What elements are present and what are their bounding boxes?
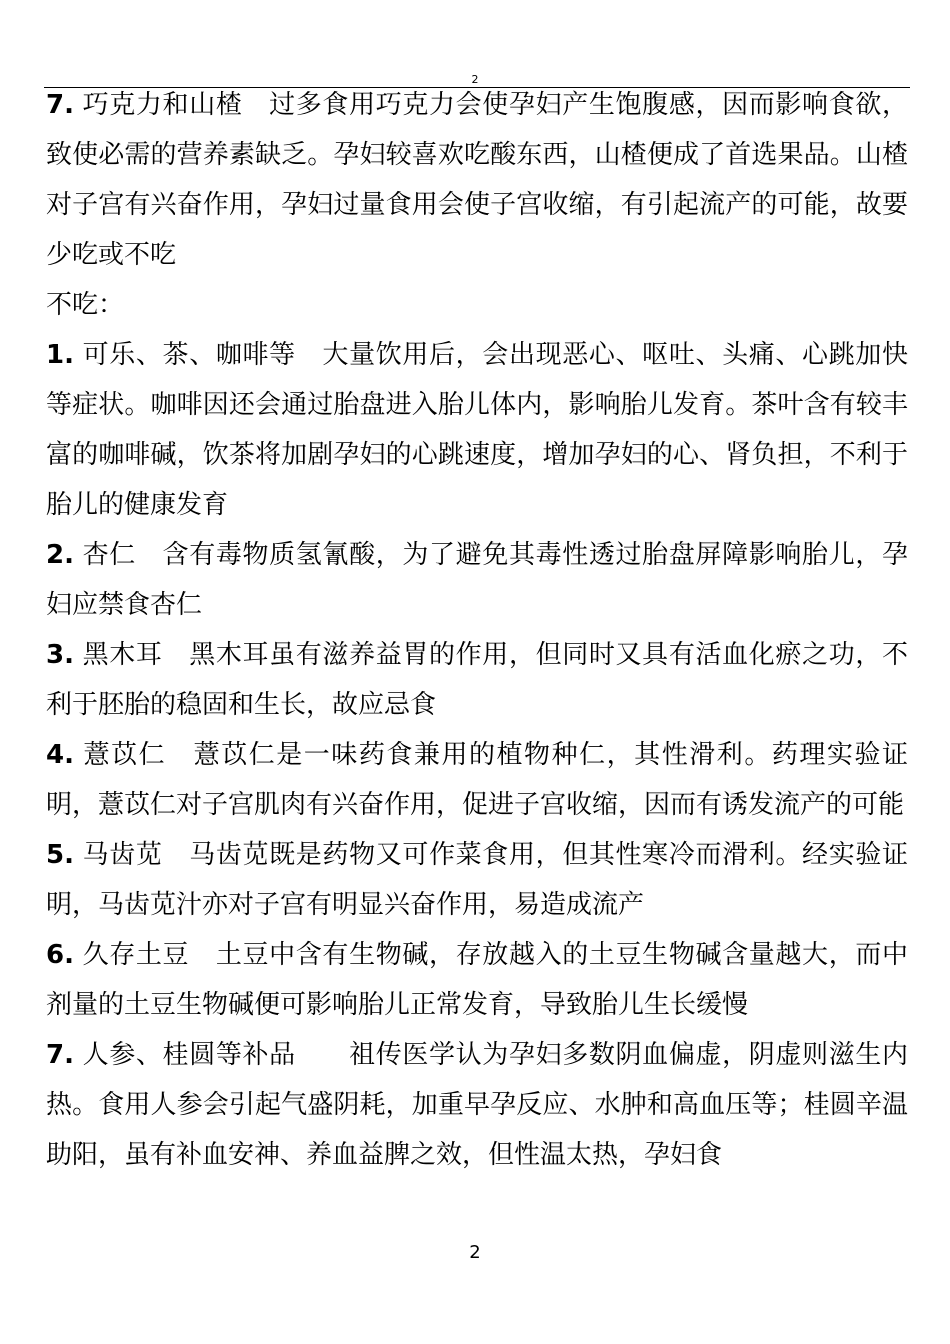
paragraph-text: 不吃：	[46, 290, 125, 320]
header-page-number: 2	[471, 73, 479, 86]
paragraph-text: 人参、桂圆等补品 祖传医学认为孕妇多数阴血偏虚，阴虚则滋生内热。食用人参会引起气盛阴耗，加重早孕反应、水肿和高血压等；桂圆辛温助阳，虽有补血安神、养血益脾之效，但性温太热，孕妇食	[46, 1040, 908, 1170]
paragraph-text: 杏仁 含有毒物质氢氰酸，为了避免其毒性透过胎盘屏障影响胎儿，孕妇应禁食杏仁	[46, 540, 908, 620]
item-number: 3.	[46, 640, 74, 670]
item-number: 7.	[46, 90, 74, 120]
paragraph-cola-tea-coffee	[46, 330, 908, 530]
paragraph-stored-potato	[46, 930, 908, 1030]
paragraph-text: 巧克力和山楂 过多食用巧克力会使孕妇产生饱腹感，因而影响食欲，致使必需的营养素缺乏。孕妇较喜欢吃酸东西，山楂便成了首选果品。山楂对子宫有兴奋作用，孕妇过量食用会使子宫收缩，有引起流产的可能，故要少吃或不吃	[46, 90, 908, 270]
paragraph-coix-seed	[46, 730, 908, 830]
body-text	[46, 80, 908, 1180]
item-number: 4.	[46, 740, 74, 770]
item-number: 2.	[46, 540, 74, 570]
item-number: 6.	[46, 940, 74, 970]
paragraph-almond	[46, 530, 908, 630]
section-heading-avoid	[46, 280, 908, 330]
paragraph-purslane	[46, 830, 908, 930]
paragraph-text: 可乐、茶、咖啡等 大量饮用后，会出现恶心、呕吐、头痛、心跳加快等症状。咖啡因还会通过胎盘进入胎儿体内，影响胎儿发育。茶叶含有较丰富的咖啡碱，饮茶将加剧孕妇的心跳速度，增加孕妇的心、肾负担，不利于胎儿的健康发育	[46, 340, 908, 520]
item-number: 5.	[46, 840, 74, 870]
paragraph-chocolate-hawthorn	[46, 80, 908, 280]
paragraph-text: 薏苡仁 薏苡仁是一味药食兼用的植物种仁，其性滑利。药理实验证明，薏苡仁对子宫肌肉有兴奋作用，促进子宫收缩，因而有诱发流产的可能	[46, 740, 908, 820]
item-number: 7.	[46, 1040, 74, 1070]
footer-page-number: 2	[469, 1242, 481, 1263]
item-number: 1.	[46, 340, 74, 370]
paragraph-text: 久存土豆 土豆中含有生物碱，存放越入的土豆生物碱含量越大，而中剂量的土豆生物碱便可影响胎儿正常发育，导致胎儿生长缓慢	[46, 940, 908, 1020]
paragraph-text: 马齿苋 马齿苋既是药物又可作菜食用，但其性寒冷而滑利。经实验证明，马齿苋汁亦对子宫有明显兴奋作用，易造成流产	[46, 840, 908, 920]
paragraph-black-fungus	[46, 630, 908, 730]
paragraph-text: 黑木耳 黑木耳虽有滋养益胃的作用，但同时又具有活血化瘀之功，不利于胚胎的稳固和生长，故应忌食	[46, 640, 908, 720]
paragraph-ginseng-longan	[46, 1030, 908, 1180]
